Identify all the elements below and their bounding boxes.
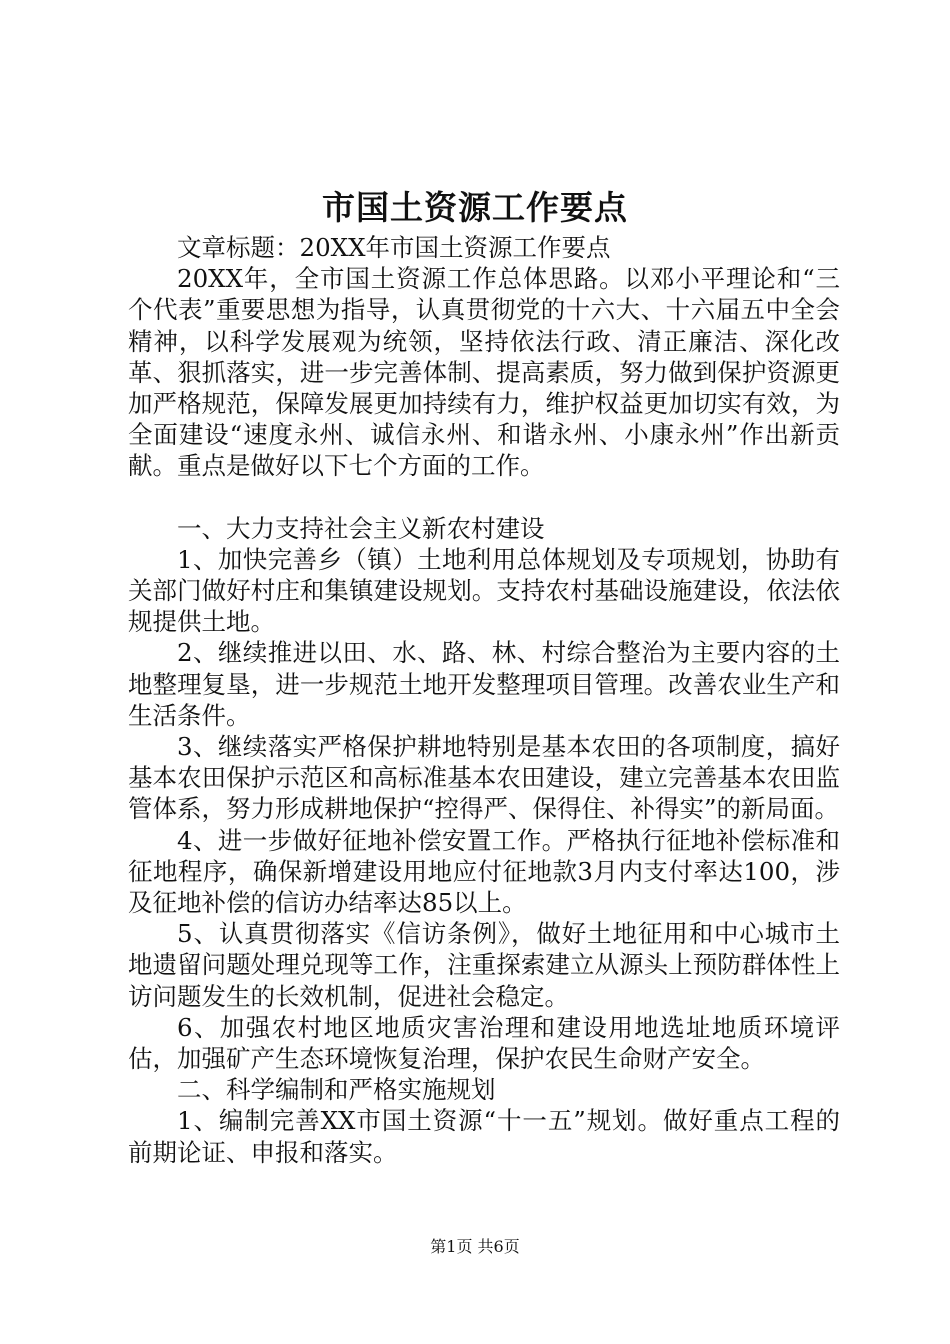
paragraph-item: 5、认真贯彻落实《信访条例》，做好土地征用和中心城市土地遗留问题处理兑现等工作，注重探索建立从源头上预防群体性上访问题发生的长效机制，促进社会稳定。 [128,919,840,1011]
paragraph-item: 3、继续落实严格保护耕地特别是基本农田的各项制度，搞好基本农田保护示范区和高标准基本农田建设，建立完善基本农田监管体系，努力形成耕地保护“控得严、保得住、补得实”的新局面。 [128,732,840,824]
paragraph-item: 4、进一步做好征地补偿安置工作。严格执行征地补偿标准和征地程序，确保新增建设用地应付征地款3月内支付率达100，涉及征地补偿的信访办结率达85以上。 [128,825,840,918]
paragraph-item: 1、加快完善乡（镇）土地利用总体规划及专项规划，协助有关部门做好村庄和集镇建设规划。支持农村基础设施建设，依法依规提供土地。 [128,544,840,637]
paragraph-item: 2、继续推进以田、水、路、林、村综合整治为主要内容的土地整理复垦，进一步规范土地开发整理项目管理。改善农业生产和生活条件。 [128,638,840,730]
paragraph-item: 6、加强农村地区地质灾害治理和建设用地选址地质环境评估，加强矿产生态环境恢复治理，保护农民生命财产安全。 [128,1012,840,1074]
article-heading-line: 文章标题：20XX年市国土资源工作要点 [177,233,611,262]
section-heading-2: 二、科学编制和严格实施规划 [177,1075,496,1105]
paragraph-item: 1、编制完善XX市国土资源“十一五”规划。做好重点工程的前期论证、申报和落实。 [128,1106,840,1167]
section-heading-1: 一、大力支持社会主义新农村建设 [177,513,545,543]
page-footer: 第1页 共6页 [430,1237,520,1256]
page-title: 市国土资源工作要点 [322,188,628,227]
paragraph-intro: 20XX年，全市国土资源工作总体思路。以邓小平理论和“三个代表”重要思想为指导，认真贯彻党的十六大、十六届五中全会精神，以科学发展观为统领，坚持依法行政、清正廉洁、深化改革、狠抓落实，进一步完善体制、提高素质，努力做到保护资源更加严格规范，保障发展更加持续有力，维护权益更加切实有效，为全面建设“速度永州、诚信永州、和谐永州、小康永州”作出新贡献。重点是做好以下七个方面的工作。 [128,264,840,481]
document-body [128,232,840,1168]
